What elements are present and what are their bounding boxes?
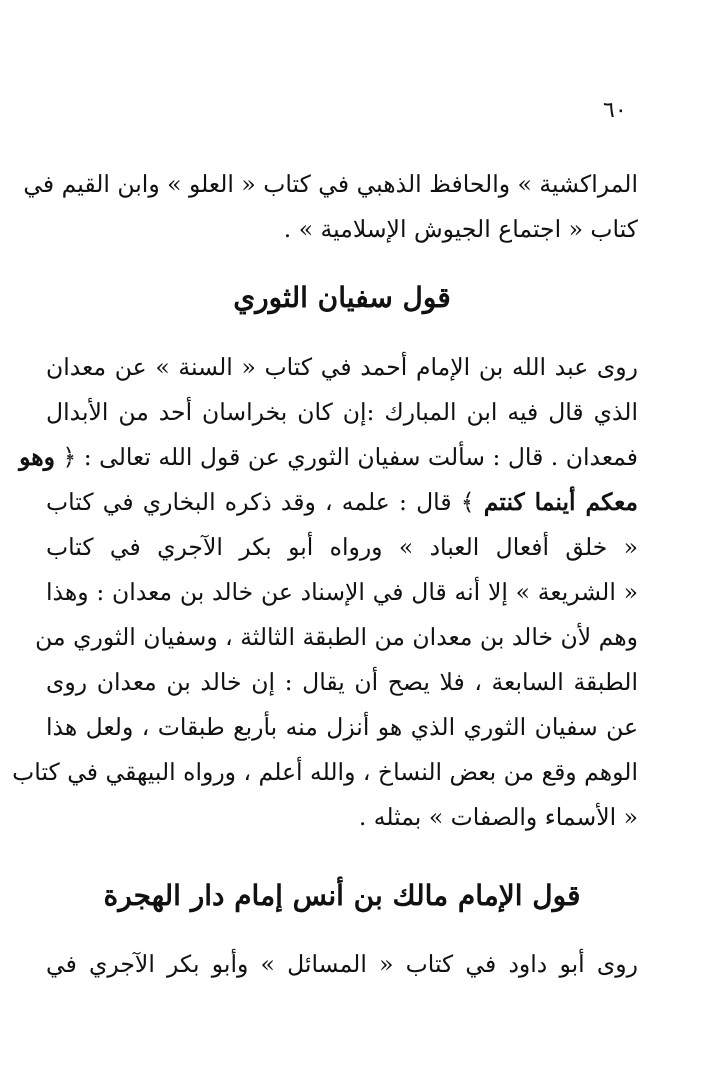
paragraph-2 [12,345,638,840]
text-fragment: فمعدان . قال : سألت سفيان الثوري عن قول الله تعالى : ﴿ [62,443,638,471]
text-line: « خلق أفعال العباد » ورواه أبو بكر الآجري في كتاب [46,533,638,561]
text-line: روى عبد الله بن الإمام أحمد في كتاب « السنة » عن معدان [46,353,638,381]
quran-quote: معكم أينما كنتم [483,488,638,516]
paragraph-1 [23,162,638,252]
text-line: الطبقة السابعة ، فلا يصح أن يقال : إن خالد بن معدان روى [46,668,638,696]
text-line: المراكشية » والحافظ الذهبي في كتاب « العلو » وابن القيم في [23,170,638,198]
quran-quote: وهو [19,443,55,471]
text-line: وهم لأن خالد بن معدان من الطبقة الثالثة ، وسفيان الثوري من [35,623,638,651]
text-line-with-quote [46,480,638,525]
text-fragment: ﴾ قال : علمه ، وقد ذكره البخاري في كتاب [46,488,475,516]
text-line: عن سفيان الثوري الذي هو أنزل منه بأربع طبقات ، ولعل هذا [46,713,638,741]
page-number: ٦٠ [603,98,627,123]
text-line: كتاب « اجتماع الجيوش الإسلامية » . [283,215,638,243]
text-line-with-quote [19,435,638,480]
text-line: « الأسماء والصفات » بمثله . [358,803,638,831]
text-line: الوهم وقع من بعض النساخ ، والله أعلم ، ورواه البيهقي في كتاب [12,758,638,786]
section-heading-malik: قول الإمام مالك بن أنس إمام دار الهجرة [103,879,581,912]
text-line: « الشريعة » إلا أنه قال في الإسناد عن خالد بن معدان : وهذا [46,578,638,606]
text-line: الذي قال فيه ابن المبارك :إن كان بخراسان أحد من الأبدال [46,398,638,426]
text-line: روى أبو داود في كتاب « المسائل » وأبو بكر الآجري في [46,950,638,978]
section-heading-sufyan: قول سفيان الثوري [233,281,451,314]
paragraph-3 [46,942,638,987]
